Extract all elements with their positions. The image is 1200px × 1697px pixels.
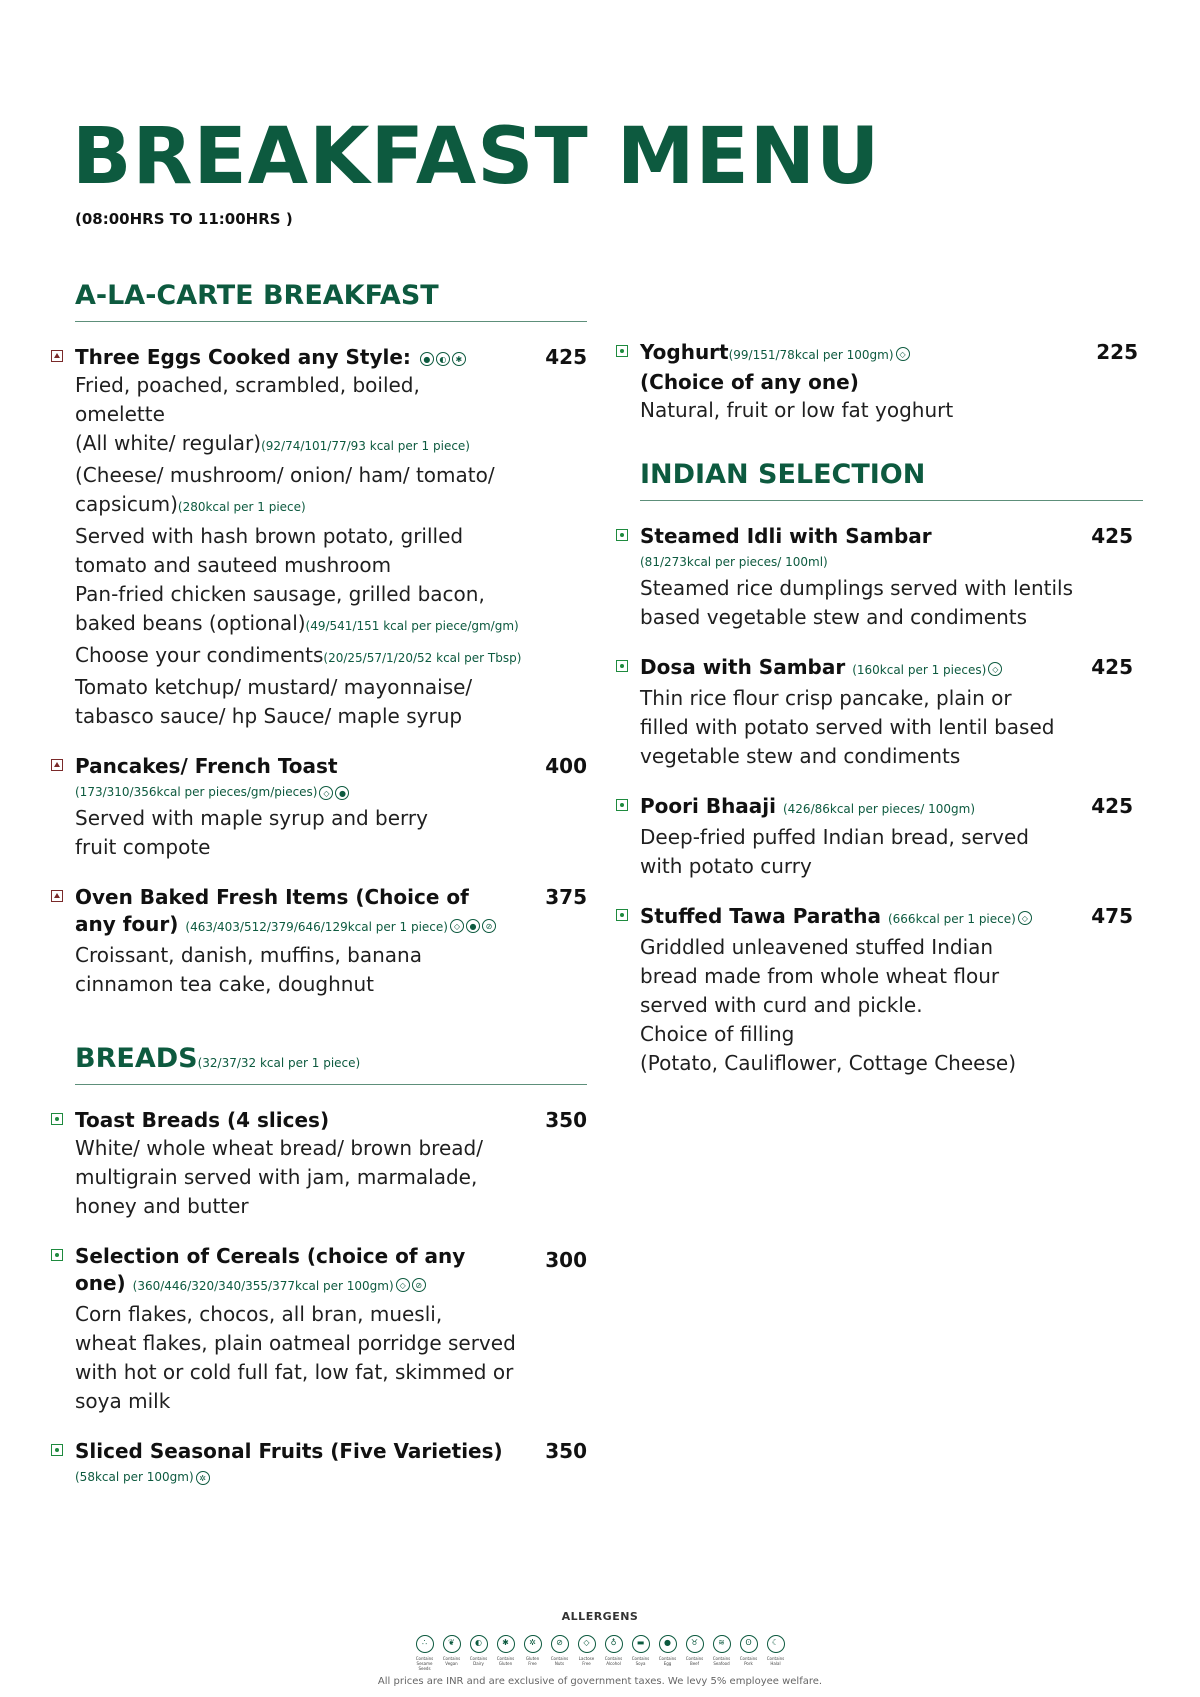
- dairy-icon: ◐: [436, 352, 450, 366]
- allergen-item: ☾ Contains Halal: [764, 1635, 787, 1671]
- item-description: White/ whole wheat bread/ brown bread/ multigrain served with jam, marmalade, honey and butter: [75, 1136, 483, 1218]
- item-name: Stuffed Tawa Paratha: [640, 904, 882, 928]
- footer-note: All prices are INR and are exclusive of government taxes. We levy 5% employee welfare.: [377, 1676, 823, 1687]
- menu-item-paratha: [640, 903, 1143, 1078]
- allergen-item: ♉ Contains Beef: [683, 1635, 706, 1671]
- page-title: BREAKFAST MENU: [72, 112, 881, 202]
- veg-icon: [51, 1113, 63, 1125]
- kcal-info: (49/541/151 kcal per piece/gm/gm): [305, 619, 519, 633]
- kcal-info: (81/273kcal per pieces/ 100ml): [640, 555, 828, 569]
- allergen-item: ❦ Contains Vegan: [440, 1635, 463, 1671]
- allergen-item: ✲ Gluten Free: [521, 1635, 544, 1671]
- menu-item-cereals: [75, 1243, 587, 1416]
- veg-icon: [616, 529, 628, 541]
- item-price: 350: [545, 1108, 587, 1132]
- allergen-item: ≋ Contains Seafood: [710, 1635, 733, 1671]
- gluten-icon: ✱: [497, 1635, 515, 1653]
- allergen-item: ∴ Contains Sesame Seeds: [413, 1635, 436, 1671]
- item-name: Steamed Idli with Sambar: [640, 524, 932, 548]
- item-description: Steamed rice dumplings served with lentils based vegetable stew and condiments: [640, 576, 1074, 629]
- menu-item-yoghurt: [640, 339, 1143, 425]
- item-description: Fried, poached, scrambled, boiled, omelette (All white/ regular)(92/74/101/77/93 kcal per 1 piece) (Cheese/ mushroom/ onion/ ham/ tomato/ capsicum)(280kcal per 1 piece) Served with hash brown potato, grilled tomato and sauteed mushroom Pan-fried chicken sausage, grilled bacon, baked beans (optional)(49/541/151 kcal per piece/gm/gm) Choose your condiments(20/25/57/1/20/52 kcal per Tbsp) Tomato ketchup/ mustard/ mayonnaise/ tabasco sauce/ hp Sauce/ maple syrup: [75, 373, 522, 728]
- seafood-icon: ≋: [713, 1635, 731, 1653]
- kcal-info: (92/74/101/77/93 kcal per 1 piece): [261, 439, 470, 453]
- item-name: Dosa with Sambar: [640, 655, 846, 679]
- item-price: 350: [545, 1439, 587, 1463]
- item-name: Sliced Seasonal Fruits (Five Varieties): [75, 1439, 503, 1463]
- kcal-info: (666kcal per 1 piece): [887, 912, 1016, 926]
- menu-item-idli: [640, 523, 1143, 632]
- section-heading-alacarte: A-LA-CARTE BREAKFAST: [75, 280, 587, 322]
- item-name: Oven Baked Fresh Items (Choice of: [75, 885, 469, 909]
- item-name: Selection of Cereals (choice of any: [75, 1244, 466, 1268]
- nuts-icon: ⊘: [482, 919, 496, 933]
- menu-item-seasonal-fruits: [75, 1438, 587, 1489]
- menu-item-poori: [640, 793, 1143, 881]
- allergens-heading: ALLERGENS: [561, 1610, 639, 1623]
- item-name: Yoghurt: [640, 340, 729, 364]
- kcal-info: (99/151/78kcal per 100gm): [728, 348, 894, 362]
- item-description: Deep-fried puffed Indian bread, served with potato curry: [640, 825, 1029, 878]
- egg-icon: ●: [659, 1635, 677, 1653]
- sesame-icon: ∴: [416, 1635, 434, 1653]
- lactose-icon: ◇: [988, 662, 1002, 676]
- pork-icon: ʘ: [740, 1635, 758, 1653]
- allergen-item: ʘ Contains Pork: [737, 1635, 760, 1671]
- veg-icon: [51, 1249, 63, 1261]
- menu-item-toast-breads: [75, 1107, 587, 1221]
- menu-item-pancakes: [75, 753, 587, 862]
- item-name-continued: (Choice of any one): [640, 370, 859, 394]
- item-price: 300: [545, 1248, 587, 1272]
- kcal-info: (280kcal per 1 piece): [177, 500, 306, 514]
- nuts-icon: ⊘: [412, 1278, 426, 1292]
- nonveg-icon: [51, 350, 63, 362]
- allergens-legend: [0, 1610, 1200, 1671]
- allergen-item: ♁ Contains Alcohol: [602, 1635, 625, 1671]
- nonveg-icon: [51, 759, 63, 771]
- allergen-item: ⊘ Contains Nuts: [548, 1635, 571, 1671]
- item-price: 375: [545, 885, 587, 909]
- egg-icon: ●: [466, 919, 480, 933]
- nuts-icon: ⊘: [551, 1635, 569, 1653]
- allergen-item: ◇ Lactose Free: [575, 1635, 598, 1671]
- item-name: Pancakes/ French Toast: [75, 754, 338, 778]
- dairy-icon: ◐: [470, 1635, 488, 1653]
- menu-item-three-eggs: [75, 344, 587, 731]
- egg-icon: ●: [335, 786, 349, 800]
- kcal-info: (32/37/32 kcal per 1 piece): [197, 1056, 361, 1070]
- kcal-info: (426/86kcal per pieces/ 100gm): [782, 802, 975, 816]
- item-description: Croissant, danish, muffins, banana cinnamon tea cake, doughnut: [75, 943, 422, 996]
- kcal-info: (58kcal per 100gm): [75, 1470, 194, 1484]
- kcal-info: (173/310/356kcal per pieces/gm/pieces): [75, 785, 318, 799]
- veg-icon: [51, 1444, 63, 1456]
- section-heading-indian: INDIAN SELECTION: [640, 459, 1143, 501]
- lactose-icon: ◇: [450, 919, 464, 933]
- left-column: [75, 280, 587, 1511]
- lactose-icon: ◇: [396, 1278, 410, 1292]
- item-description: Corn flakes, chocos, all bran, muesli, wheat flakes, plain oatmeal porridge served with hot or cold full fat, low fat, skimmed or soya milk: [75, 1302, 516, 1413]
- item-price: 425: [1091, 794, 1133, 818]
- item-name-continued: one): [75, 1271, 126, 1295]
- item-name: Three Eggs Cooked any Style:: [75, 345, 411, 369]
- kcal-info: (20/25/57/1/20/52 kcal per Tbsp): [323, 651, 522, 665]
- serving-hours: (08:00HRS TO 11:00HRS ): [75, 210, 293, 228]
- halal-icon: ☾: [767, 1635, 785, 1653]
- lactose-icon: ◇: [319, 786, 333, 800]
- allergen-item: ● Contains Egg: [656, 1635, 679, 1671]
- section-heading-breads: BREADS(32/37/32 kcal per 1 piece): [75, 1043, 587, 1085]
- veg-icon: [616, 909, 628, 921]
- item-price: 425: [545, 345, 587, 369]
- soya-icon: ▬: [632, 1635, 650, 1653]
- item-name: Toast Breads (4 slices): [75, 1108, 330, 1132]
- lactose-icon: ◇: [578, 1635, 596, 1653]
- kcal-info: (360/446/320/340/355/377kcal per 100gm): [132, 1279, 394, 1293]
- egg-icon: ●: [420, 352, 434, 366]
- veg-icon: [616, 345, 628, 357]
- lactose-icon: ◇: [1018, 911, 1032, 925]
- item-description: Thin rice flour crisp pancake, plain or filled with potato served with lentil based vegetable stew and condiments: [640, 686, 1055, 768]
- item-price: 400: [545, 754, 587, 778]
- menu-item-dosa: [640, 654, 1143, 771]
- item-price: 225: [1096, 340, 1138, 364]
- nonveg-icon: [51, 890, 63, 902]
- allergens-row: [0, 1635, 1200, 1671]
- allergen-item: ✱ Contains Gluten: [494, 1635, 517, 1671]
- veg-icon: [616, 799, 628, 811]
- item-name-continued: any four): [75, 912, 179, 936]
- kcal-info: (160kcal per 1 pieces): [852, 663, 987, 677]
- gluten-icon: ✱: [452, 352, 466, 366]
- beef-icon: ♉: [686, 1635, 704, 1653]
- alcohol-icon: ♁: [605, 1635, 623, 1653]
- gluten-free-icon: ✲: [524, 1635, 542, 1653]
- kcal-info: (463/403/512/379/646/129kcal per 1 piece): [185, 920, 448, 934]
- gluten-free-icon: ✲: [196, 1471, 210, 1485]
- vegan-icon: ❦: [443, 1635, 461, 1653]
- veg-icon: [616, 660, 628, 672]
- item-name: Poori Bhaaji: [640, 794, 777, 818]
- menu-item-oven-baked: [75, 884, 587, 999]
- item-price: 425: [1091, 524, 1133, 548]
- item-description: Served with maple syrup and berry fruit compote: [75, 806, 428, 859]
- lactose-icon: ◇: [896, 347, 910, 361]
- item-description: Griddled unleavened stuffed Indian bread made from whole wheat flour served with curd and pickle. Choice of filling (Potato, Cauliflower, Cottage Cheese): [640, 935, 1016, 1075]
- allergen-item: ▬ Contains Soya: [629, 1635, 652, 1671]
- item-price: 425: [1091, 655, 1133, 679]
- item-price: 475: [1091, 904, 1133, 928]
- item-description: Natural, fruit or low fat yoghurt: [640, 398, 954, 422]
- allergen-item: ◐ Contains Dairy: [467, 1635, 490, 1671]
- right-column: [640, 339, 1143, 1100]
